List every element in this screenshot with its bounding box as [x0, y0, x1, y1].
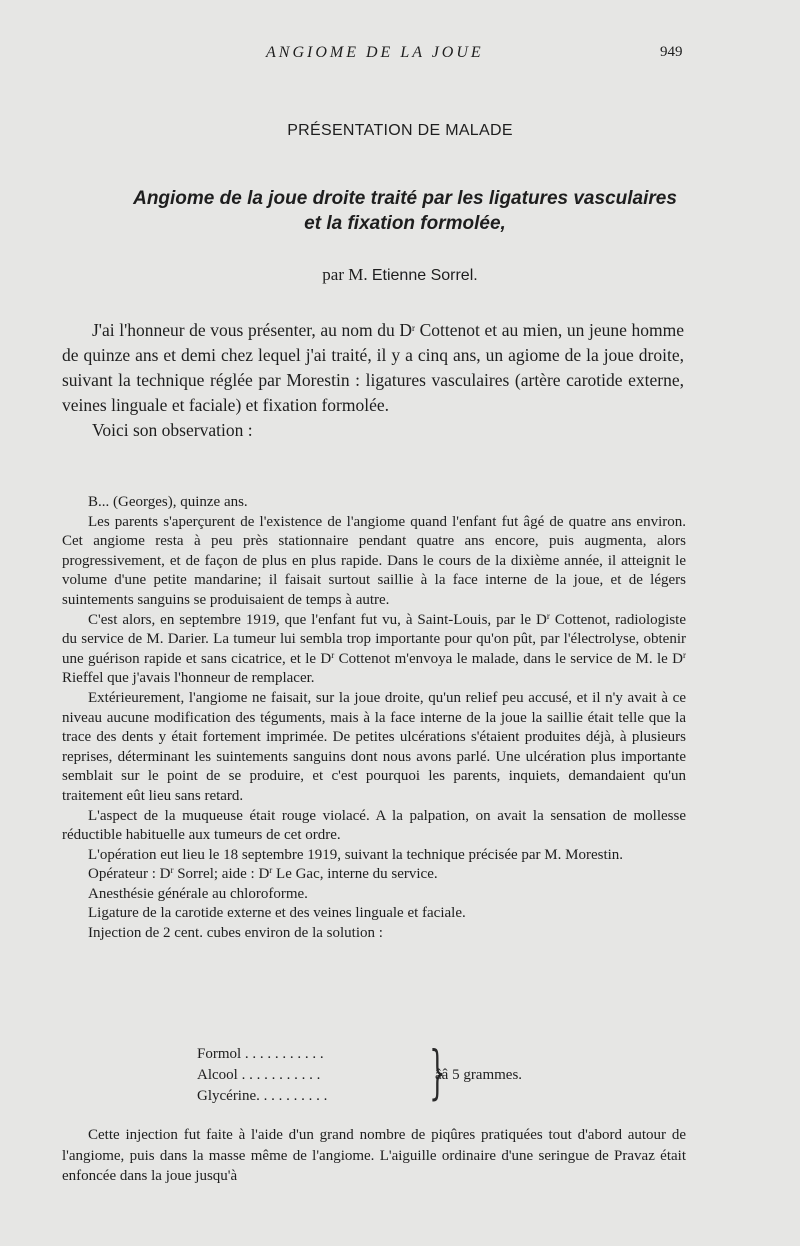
superscript: r — [331, 649, 335, 660]
obs-text: Opérateur : D — [88, 866, 171, 883]
author-prefix: par M. — [322, 265, 368, 284]
running-head — [0, 44, 800, 68]
superscript: r — [546, 610, 550, 621]
obs-paragraph-5: L'opération eut lieu le 18 septembre 1919, suivant la technique précisée par M. Morestin. — [88, 846, 624, 863]
obs-paragraph-3: Extérieurement, l'angiome ne faisait, sur la joue droite, qu'un relief peu accusé, et il n'y avait à ce niveau aucune modification des téguments, mais à la face interne de la joue la saillie était telle que la trace des dents y était fortement imprimée. De petites ulcérations s'étaient produites déjà, à plusieurs reprises, déterminant les suintements sanguins dont nous avons parlé. Une ulcération plus importante semblait sur le point de se produire, et c'est pourquoi les parents, inquiets, demandaient qu'un traitement eût lieu sans retard. — [62, 689, 686, 804]
article-title-line-2: et la fixation formolée, — [304, 213, 506, 234]
running-title: ANGIOME DE LA JOUE — [266, 44, 484, 61]
recipe-quantity: ââ 5 grammes. — [435, 1067, 523, 1083]
intro-paragraph-2: Voici son observation : — [92, 420, 253, 440]
superscript: r — [683, 649, 686, 660]
introduction — [62, 318, 684, 443]
author-name: Etienne Sorrel. — [371, 267, 478, 284]
intro-paragraph — [62, 318, 684, 418]
author-line — [0, 265, 800, 285]
recipe-formula — [197, 1038, 577, 1108]
intro-text-b: Cottenot et au mien, un jeune homme de quinze ans et demi chez lequel j'ai traité, il y a cinq ans, un agiome de la joue droite, suivant la technique réglée par Morestin : ligatures vasculaires (artère carotide externe, veines linguale et faciale) et fixation formolée. — [62, 320, 684, 415]
obs-paragraph-8: Ligature de la carotide externe et des veines linguale et faciale. — [88, 905, 466, 922]
obs-text: Sorrel; aide : D — [173, 866, 270, 883]
obs-paragraph-1: Les parents s'aperçurent de l'existence de l'angiome quand l'enfant fut âgé de quatre ans environ. Cet angiome resta à peu près stationnaire pendant quatre ans encore, puis augmenta, alors progressivement, et de façon de plus en plus rapide. Dans le cours de la dixième année, il atteignit le volume d'une petite mandarine; il faisait surtout saillie à la face interne de la joue, et de légers suintements sanguins se produisaient de temps à autre. — [62, 513, 686, 608]
tail-paragraph: Cette injection fut faite à l'aide d'un grand nombre de piqûres pratiquées tout d'abord autour de l'angiome, puis dans la masse même de l'angiome. L'aiguille ordinaire d'une seringue de Pravaz était enfoncée dans la joue jusqu'à — [62, 1127, 686, 1184]
superscript: r — [412, 323, 416, 333]
obs-paragraph-6 — [62, 865, 686, 885]
obs-text: Le Gac, interne du service. — [272, 866, 438, 883]
section-title: PRÉSENTATION DE MALADE — [287, 122, 513, 139]
obs-text: Cottenot m'envoya le malade, dans le service de M. le D — [334, 650, 683, 667]
obs-text: C'est alors, en septembre 1919, que l'enfant fut vu, à Saint-Louis, par le D — [88, 611, 547, 628]
observation — [62, 493, 686, 944]
superscript: r — [269, 865, 273, 876]
obs-paragraph-2 — [62, 611, 686, 689]
recipe-item-formol: Formol . . . . . . . . . . . — [197, 1046, 324, 1062]
closing-text — [62, 1125, 686, 1187]
obs-text: Rieffel que j'avais l'honneur de remplacer. — [62, 670, 315, 687]
recipe-item-glycerine: Glycérine. . . . . . . . . . — [197, 1088, 328, 1104]
obs-paragraph-7: Anesthésie générale au chloroforme. — [88, 885, 308, 902]
obs-paragraph-9: Injection de 2 cent. cubes environ de la solution : — [88, 925, 383, 942]
superscript: r — [170, 865, 174, 876]
obs-paragraph-4: L'aspect de la muqueuse était rouge violacé. A la palpation, on avait la sensation de mollesse réductible habituelle aux tumeurs de cet ordre. — [62, 807, 686, 844]
intro-text-a: J'ai l'honneur de vous présenter, au nom du D — [92, 320, 413, 340]
page-number: 949 — [660, 44, 683, 60]
article-title — [40, 186, 770, 236]
obs-text: Cottenot, radiologiste du service de M. Darier. La tumeur lui sembla trop importante pour qu'on pût, par l'électrolyse, obtenir une guérison rapide et sans cicatrice, et le D — [62, 611, 686, 667]
patient-line: B... (Georges), quinze ans. — [88, 494, 248, 510]
article-title-line-1: Angiome de la joue droite traité par les ligatures vasculaires — [133, 188, 677, 209]
brace-icon: } — [429, 1038, 446, 1106]
recipe-item-alcool: Alcool . . . . . . . . . . . — [197, 1067, 321, 1083]
